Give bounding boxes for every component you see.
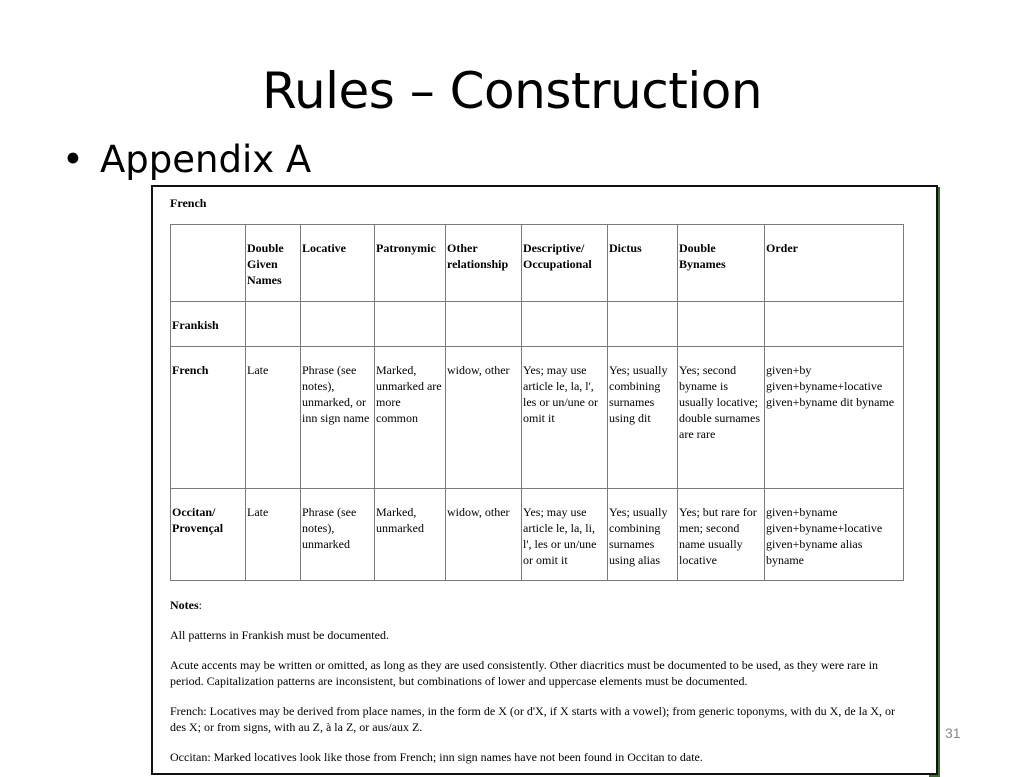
column-header: Double Bynames — [678, 225, 765, 302]
table-row — [171, 302, 904, 347]
table-cell: Late — [246, 347, 301, 489]
table-cell: Yes; but rare for men; second name usually locative — [678, 489, 765, 581]
table-cell — [375, 302, 446, 347]
table-cell — [765, 302, 904, 347]
table-cell — [301, 302, 375, 347]
table-cell: widow, other — [446, 347, 522, 489]
row-header: French — [171, 347, 246, 489]
column-header: Patronymic — [375, 225, 446, 302]
table-cell — [246, 302, 301, 347]
appendix-document-image — [151, 185, 938, 775]
table-row — [171, 489, 904, 581]
note-paragraph: Occitan: Marked locatives look like those from French; inn sign names have not been found in Occitan to date. — [170, 750, 703, 764]
table-cell: given+by given+byname+locative given+byname dit byname — [765, 347, 904, 489]
table-cell: Yes; may use article le, la, li, l', les or un/une or omit it — [522, 489, 608, 581]
table-cell: Yes; second byname is usually locative; double surnames are rare — [678, 347, 765, 489]
table-cell — [608, 302, 678, 347]
row-header: Occitan/ Provençal — [171, 489, 246, 581]
column-header — [171, 225, 246, 302]
column-header: Other relationship — [446, 225, 522, 302]
table-cell: Yes; usually combining surnames using dit — [608, 347, 678, 489]
table-cell: Phrase (see notes), unmarked, or inn sign name — [301, 347, 375, 489]
bullet-item — [62, 138, 311, 181]
note-paragraph: All patterns in Frankish must be documented. — [170, 628, 389, 642]
notes-heading: Notes — [170, 598, 199, 612]
table-cell: widow, other — [446, 489, 522, 581]
section-heading: French — [170, 196, 207, 210]
row-header: Frankish — [171, 302, 246, 347]
note-paragraph: Acute accents may be written or omitted, as long as they are used consistently. Other diacritics must be documented to be used, as they were rare in period. Capitalization patterns are inconsistent, but combinations of lower and uppercase elements must be documented. — [170, 658, 878, 688]
name-construction-table — [170, 224, 904, 581]
notes-section: Notes: All patterns in Frankish must be documented. Acute accents may be written or omitted, as long as they are used consistently. Other diacritics must be documented to be used, as they were rare in period. Capitalization patterns are inconsistent, but combinations of lower and uppercase elements must be documented. French: Locatives may be derived from place names, in the form de X (or d'X, if X starts with a vowel); from generic toponyms, with du X, de la X, or des X; or from signs, with au Z, à la Z, or aus/aux Z. Occitan: Marked locatives look like those from French; inn sign names have not been found in Occitan to date. — [170, 597, 910, 765]
table-row — [171, 347, 904, 489]
table-header-row — [171, 225, 904, 302]
table-cell: Yes; may use article le, la, l', les or un/une or omit it — [522, 347, 608, 489]
slide-title: Rules – Construction — [261, 62, 763, 120]
bullet-text: Appendix A — [100, 138, 312, 181]
bullet-dot-icon: • — [62, 138, 84, 181]
page-number: 31 — [945, 725, 961, 741]
column-header: Descriptive/ Occupational — [522, 225, 608, 302]
table-cell — [522, 302, 608, 347]
column-header: Order — [765, 225, 904, 302]
table-cell: given+byname given+byname+locative given+byname alias byname — [765, 489, 904, 581]
table-cell: Marked, unmarked are more common — [375, 347, 446, 489]
table-cell: Phrase (see notes), unmarked — [301, 489, 375, 581]
table-cell — [446, 302, 522, 347]
column-header: Double Given Names — [246, 225, 301, 302]
table-cell: Yes; usually combining surnames using alias — [608, 489, 678, 581]
column-header: Dictus — [608, 225, 678, 302]
table-cell: Marked, unmarked — [375, 489, 446, 581]
table-cell — [678, 302, 765, 347]
note-paragraph: French: Locatives may be derived from place names, in the form de X (or d'X, if X starts with a vowel); from generic toponyms, with du X, de la X, or des X; or from signs, with au Z, à la Z, or aus/aux Z. — [170, 704, 895, 734]
column-header: Locative — [301, 225, 375, 302]
table-cell: Late — [246, 489, 301, 581]
